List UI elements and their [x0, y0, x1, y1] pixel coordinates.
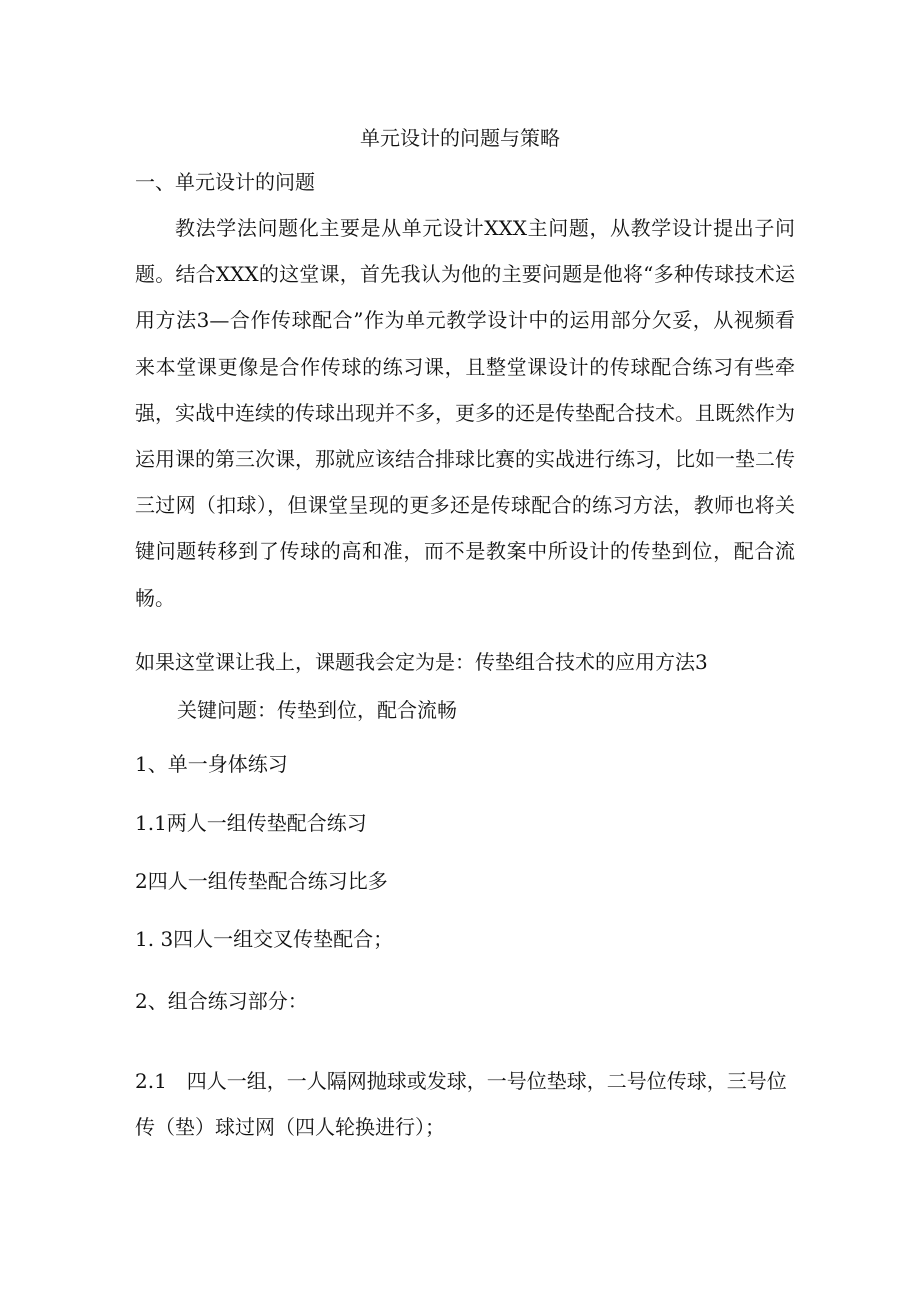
proposal-line: 如果这堂课让我上，课题我会定为是：传垫组合技术的应用方法3	[135, 650, 708, 674]
list-item-2-1-line-2: 传（垫）球过网（四人轮换进行）；	[135, 1115, 445, 1139]
list-item-2-1-line-1: 2.1 四人一组，一人隔网抛球或发球，一号位垫球，二号位传球，三号位	[135, 1069, 787, 1093]
list-item-1-1: 1.1两人一组传垫配合练习	[135, 811, 367, 835]
key-question: 关键问题：传垫到位，配合流畅	[177, 698, 457, 722]
list-item-2: 2、组合练习部分：	[135, 989, 308, 1013]
list-item-1-2: 2四人一组传垫配合练习比多	[135, 869, 388, 893]
body-paragraph: 教法学法问题化主要是从单元设计XXX主问题，从教学设计提出子问题。结合XXX的这堂课，首先我认为他的主要问题是他将“多种传球技术运用方法3—合作传球配合”作为单元教学设计中的运用部分欠妥，从视频看来本堂课更像是合作传球的练习课，且整堂课设计的传球配合练习有些牵强，实战中连续的传球出现并不多，更多的还是传垫配合技术。且既然作为运用课的第三次课，那就应该结合排球比赛的实战进行练习，比如一垫二传三过网（扣球），但课堂呈现的更多还是传球配合的练习方法，教师也将关键问题转移到了传球的高和准，而不是教案中所设计的传垫到位，配合流畅。	[135, 216, 795, 610]
document-title: 单元设计的问题与策略	[360, 126, 560, 150]
list-item-1-3: 1. 3四人一组交叉传垫配合；	[135, 927, 394, 951]
section-heading: 一、单元设计的问题	[135, 170, 315, 194]
list-item-1: 1、单一身体练习	[135, 752, 288, 776]
